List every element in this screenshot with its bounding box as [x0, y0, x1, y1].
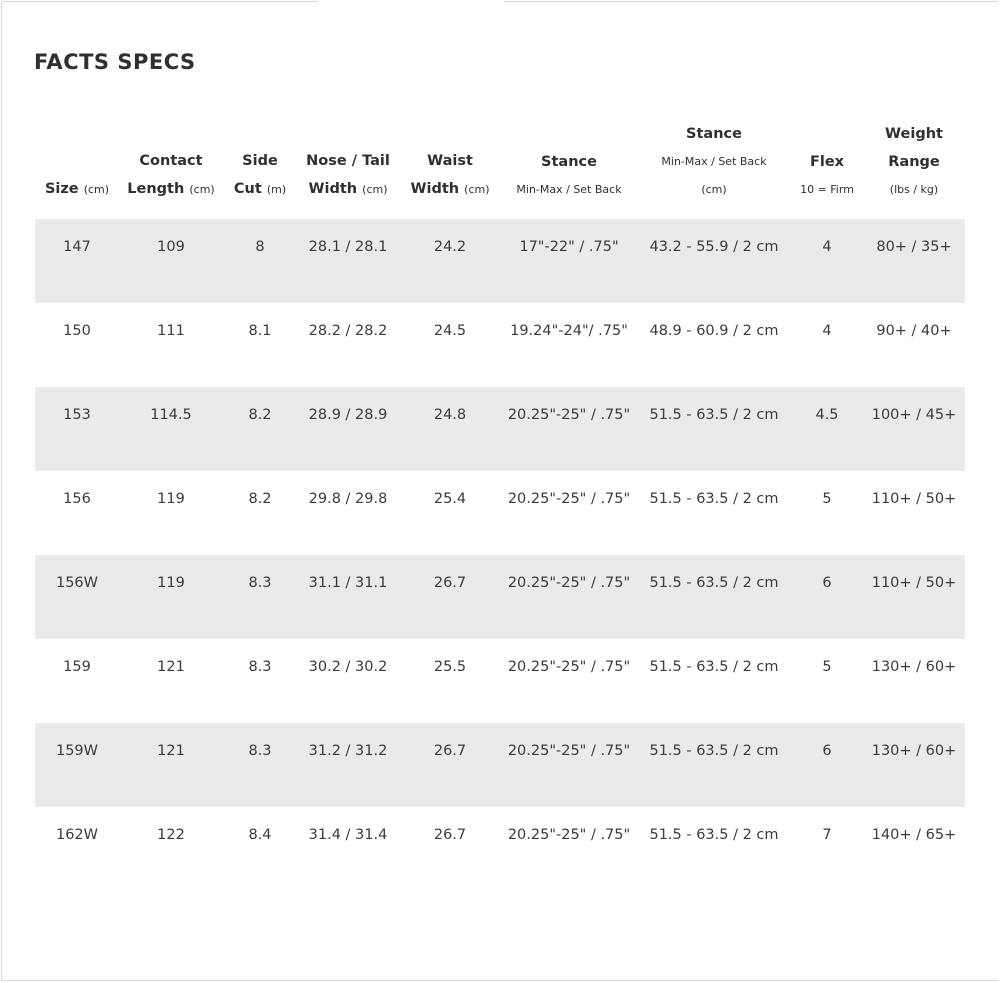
- cell-stance-cm: 48.9 - 60.9 / 2 cm: [649, 323, 779, 339]
- cell-flex: 4: [791, 219, 863, 303]
- cell-weight-range: 140+ / 65+: [871, 827, 957, 843]
- cell-waist-width: 25.5: [433, 659, 467, 675]
- cell-weight-range: 110+ / 50+: [863, 555, 965, 639]
- cell-stance-cm: 43.2 - 55.9 / 2 cm: [637, 219, 791, 303]
- cell-contact-length: 119: [157, 491, 185, 507]
- cell-size: 156W: [35, 555, 119, 639]
- cell-nose-tail-width: 31.2 / 31.2: [297, 723, 399, 807]
- cell-stance: 17"-22" / .75": [501, 219, 637, 303]
- cell-size: 147: [35, 219, 119, 303]
- cell-side-cut: 8.3: [248, 659, 272, 675]
- header-weight-range: Weight Range (lbs / kg): [885, 126, 943, 196]
- cell-flex: 7: [822, 827, 832, 843]
- cell-size: 162W: [55, 827, 98, 843]
- cell-flex: 6: [791, 555, 863, 639]
- cell-stance-cm: 51.5 - 63.5 / 2 cm: [637, 387, 791, 471]
- cell-weight-range: 80+ / 35+: [863, 219, 965, 303]
- table-row: [35, 555, 965, 639]
- table-row: [35, 387, 965, 471]
- cell-contact-length: 121: [119, 723, 223, 807]
- active-tab-gap: [318, 0, 504, 4]
- header-side-cut: Side Cut (m): [233, 153, 287, 197]
- header-stance: Stance Min-Max / Set Back: [516, 154, 622, 196]
- cell-nose-tail-width: 30.2 / 30.2: [308, 659, 388, 675]
- cell-stance: 20.25"-25" / .75": [501, 555, 637, 639]
- cell-contact-length: 109: [119, 219, 223, 303]
- cell-waist-width: 24.2: [399, 219, 501, 303]
- cell-nose-tail-width: 31.1 / 31.1: [297, 555, 399, 639]
- table-row: [35, 639, 965, 723]
- cell-stance-cm: 51.5 - 63.5 / 2 cm: [649, 827, 779, 843]
- cell-size: 159: [63, 659, 91, 675]
- table-row: [35, 723, 965, 807]
- header-contact-length: Contact Length (cm): [127, 153, 215, 197]
- cell-waist-width: 26.7: [399, 723, 501, 807]
- cell-weight-range: 110+ / 50+: [871, 491, 957, 507]
- header-nose-tail-width: Nose / Tail Width (cm): [306, 153, 390, 197]
- cell-contact-length: 119: [119, 555, 223, 639]
- cell-weight-range: 90+ / 40+: [876, 323, 952, 339]
- cell-nose-tail-width: 28.9 / 28.9: [297, 387, 399, 471]
- cell-nose-tail-width: 28.2 / 28.2: [308, 323, 388, 339]
- cell-side-cut: 8.4: [248, 827, 272, 843]
- cell-waist-width: 24.5: [433, 323, 467, 339]
- cell-nose-tail-width: 28.1 / 28.1: [297, 219, 399, 303]
- cell-side-cut: 8.3: [223, 723, 297, 807]
- cell-flex: 5: [822, 659, 832, 675]
- cell-size: 156: [63, 491, 91, 507]
- cell-size: 150: [63, 323, 91, 339]
- cell-weight-range: 130+ / 60+: [871, 659, 957, 675]
- header-waist-width: Waist Width (cm): [410, 153, 490, 197]
- cell-side-cut: 8: [223, 219, 297, 303]
- cell-stance: 19.24"-24"/ .75": [510, 323, 628, 339]
- cell-stance: 20.25"-25" / .75": [507, 827, 631, 843]
- cell-stance-cm: 51.5 - 63.5 / 2 cm: [649, 659, 779, 675]
- header-flex: Flex 10 = Firm: [800, 154, 854, 196]
- header-size: Size (cm): [44, 181, 110, 197]
- cell-size: 153: [35, 387, 119, 471]
- table-row: [35, 219, 965, 303]
- cell-weight-range: 130+ / 60+: [863, 723, 965, 807]
- page-title: FACTS SPECS: [34, 50, 196, 74]
- cell-stance: 20.25"-25" / .75": [507, 491, 631, 507]
- cell-contact-length: 111: [157, 323, 185, 339]
- cell-weight-range: 100+ / 45+: [863, 387, 965, 471]
- cell-size: 159W: [35, 723, 119, 807]
- cell-stance: 20.25"-25" / .75": [501, 723, 637, 807]
- specs-table: [35, 120, 965, 891]
- header-stance-cm: Stance Min-Max / Set Back (cm): [661, 126, 767, 196]
- cell-contact-length: 122: [157, 827, 185, 843]
- cell-flex: 4.5: [791, 387, 863, 471]
- cell-stance-cm: 51.5 - 63.5 / 2 cm: [637, 555, 791, 639]
- cell-flex: 6: [791, 723, 863, 807]
- cell-waist-width: 26.7: [399, 555, 501, 639]
- table-header-row: [35, 120, 965, 219]
- cell-waist-width: 26.7: [433, 827, 467, 843]
- cell-contact-length: 114.5: [119, 387, 223, 471]
- table-row: [35, 303, 965, 387]
- cell-stance: 20.25"-25" / .75": [507, 659, 631, 675]
- cell-side-cut: 8.2: [248, 491, 272, 507]
- cell-nose-tail-width: 29.8 / 29.8: [308, 491, 388, 507]
- cell-flex: 5: [822, 491, 832, 507]
- table-row: [35, 807, 965, 891]
- cell-nose-tail-width: 31.4 / 31.4: [308, 827, 388, 843]
- cell-waist-width: 24.8: [399, 387, 501, 471]
- cell-waist-width: 25.4: [433, 491, 467, 507]
- cell-contact-length: 121: [157, 659, 185, 675]
- table-row: [35, 471, 965, 555]
- cell-flex: 4: [822, 323, 832, 339]
- cell-side-cut: 8.2: [223, 387, 297, 471]
- cell-side-cut: 8.1: [248, 323, 272, 339]
- cell-side-cut: 8.3: [223, 555, 297, 639]
- cell-stance-cm: 51.5 - 63.5 / 2 cm: [637, 723, 791, 807]
- cell-stance-cm: 51.5 - 63.5 / 2 cm: [649, 491, 779, 507]
- cell-stance: 20.25"-25" / .75": [501, 387, 637, 471]
